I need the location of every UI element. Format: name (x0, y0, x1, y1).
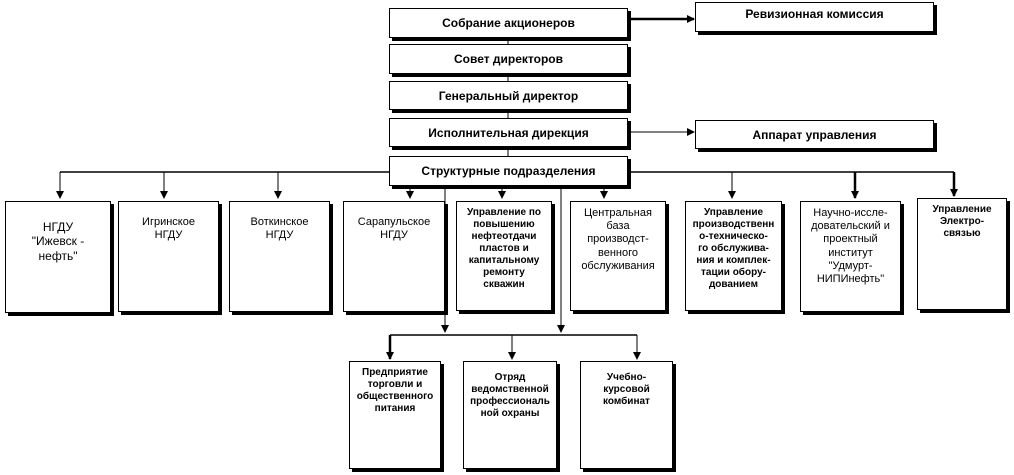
unit-label: Управление по повышению нефтеотдачи пластов и капитальному ремонту скважин (466, 207, 542, 290)
unit-box-technical-service (685, 201, 782, 311)
shareholders-meeting-box (389, 8, 628, 38)
audit-commission-label: Ревизионная комиссия (745, 7, 884, 21)
unit-box-igra (118, 201, 219, 312)
sub-unit-box-training (580, 361, 673, 469)
unit-box-telecom (917, 198, 1007, 310)
audit-commission-box (695, 2, 934, 32)
board-of-directors-label: Совет директоров (453, 52, 564, 66)
management-apparatus-box (695, 120, 934, 149)
general-director-label: Генеральный директор (438, 88, 579, 103)
unit-label: Воткинское НГДУ (250, 216, 309, 242)
unit-label: Управление Электро- связью (932, 204, 992, 239)
shareholders-meeting-label: Собрание акционеров (442, 16, 575, 30)
unit-box-izhevskneft (5, 201, 111, 313)
unit-label: Управление производственн о-техническо- го обслужива- ния и комплек- тации обору- дованием (692, 207, 775, 290)
unit-label: Центральная база производст- венного обслуживания (581, 207, 655, 272)
sub-unit-label: Предприятие торговли и общественного питания (356, 367, 434, 414)
unit-box-research-institute (800, 201, 901, 312)
sub-unit-box-guard (463, 361, 557, 469)
unit-label: Игринское НГДУ (142, 216, 195, 242)
unit-box-central-base (570, 201, 666, 311)
unit-box-votkinsk (229, 201, 330, 312)
executive-board-label: Исполнительная дирекция (428, 125, 589, 140)
unit-box-sarapul (343, 201, 445, 312)
executive-board-box (389, 118, 628, 147)
unit-box-oil-recovery (456, 201, 552, 311)
board-of-directors-box (389, 44, 628, 74)
unit-label: Сарапульское НГДУ (357, 216, 431, 242)
management-apparatus-label: Аппарат управления (752, 127, 877, 142)
sub-unit-label: Отряд ведомственной профессиональ ной охраны (470, 372, 550, 419)
sub-unit-box-trade (349, 361, 441, 469)
sub-unit-label: Учебно- курсовой комбинат (603, 372, 650, 407)
general-director-box (389, 81, 628, 110)
unit-label: Научно-иссле- довательский и проектный институт "Удмурт- НИПИнефть" (811, 207, 890, 285)
structural-units-box (389, 156, 628, 186)
unit-label: НГДУ "Ижевск - нефть" (31, 220, 85, 263)
structural-units-label: Структурные подразделения (421, 164, 596, 178)
